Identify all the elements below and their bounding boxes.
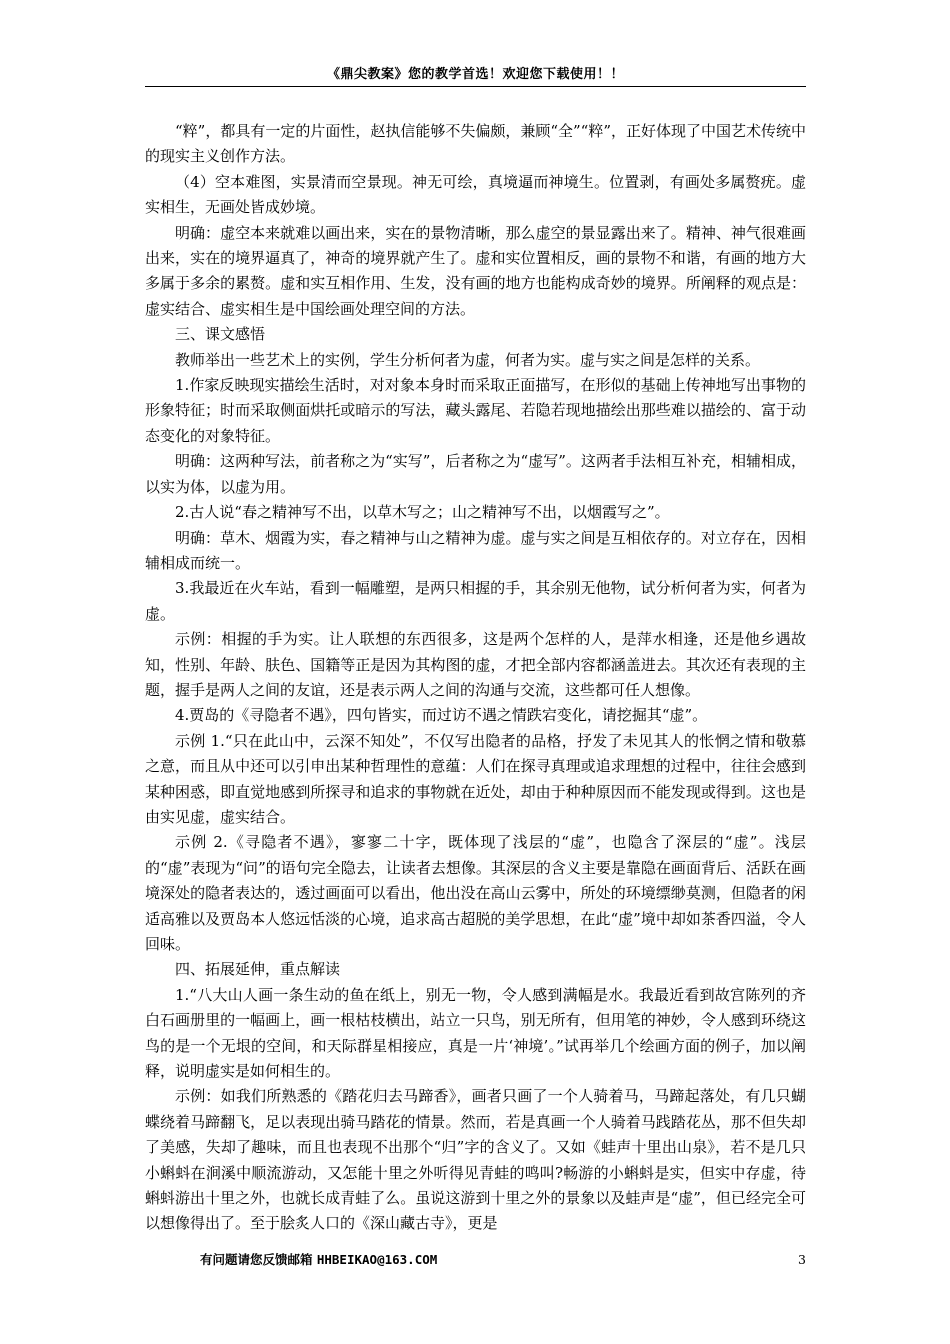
page-header: 《鼎尖教案》您的教学首选！欢迎您下载使用！！ <box>326 67 624 82</box>
paragraph: “粹”，都具有一定的片面性，赵执信能够不失偏颇，兼顾“全”“粹”，正好体现了中国艺术传统中的现实主义创作方法。 <box>145 122 807 166</box>
paragraph: （4）空本难图，实景清而空景现。神无可绘，真境逼而神境生。位置剥，有画处多属赘疣。虚实相生，无画处皆成妙境。 <box>145 172 806 217</box>
feedback-email: HHBEIKAO@163.COM <box>316 1252 438 1267</box>
page-footer <box>145 1250 806 1270</box>
feedback-note <box>200 1250 437 1270</box>
paragraph: 示例 2.《寻隐者不遇》，寥寥二十字，既体现了浅层的“虚”，也隐含了深层的“虚”。浅层的“虚”表现为“问”的语句完全隐去，让读者去想像。其深层的含义主要是靠隐在画面背后、活跃在画境深处的隐者表达的，透过画面可以看出，他出没在高山云雾中，所处的环境缥缈莫测，但隐者的闲适高雅以及贾岛本人悠远恬淡的心境，追求高古超脱的美学思想，在此“虚”境中却如茶香四溢，令人回味。 <box>145 833 806 953</box>
paragraph: 明确：这两种写法，前者称之为“实写”，后者称之为“虚写”。这两者手法相互补充，相辅相成，以实为体，以虚为用。 <box>145 452 806 496</box>
section-heading: 三、课文感悟 <box>175 325 266 344</box>
document-body <box>145 119 806 1237</box>
paragraph: 1.“八大山人画一条生动的鱼在纸上，别无一物，令人感到满幅是水。我最近看到故宫陈列的齐白石画册里的一幅画上，画一根枯枝横出，站立一只鸟，别无所有，但用笔的神妙，令人感到环绕这鸟的是一个无垠的空间，和天际群星相接应，真是一片‘神境’。”试再举几个绘画方面的例子，加以阐释，说明虚实是如何相生的。 <box>145 985 806 1081</box>
feedback-label: 有问题请您反馈邮箱 <box>200 1252 317 1267</box>
paragraph: 1.作家反映现实描绘生活时，对对象本身时而采取正面描写，在形似的基础上传神地写出事物的形象特征；时而采取侧面烘托或暗示的写法，藏头露尾、若隐若现地描绘出那些难以描绘的、富于动态变化的对象特征。 <box>145 376 806 445</box>
paragraph: 示例：如我们所熟悉的《踏花归去马蹄香》，画者只画了一个人骑着马，马蹄起落处，有几只蝴蝶绕着马蹄翻飞，足以表现出骑马踏花的情景。然而，若是真画一个人骑着马践踏花丛，那不但失却了美感，失却了趣味，而且也表现不出那个“归”字的含义了。又如《蛙声十里出山泉》，若不是几只小蝌蚪在涧溪中顺流游动，又怎能十里之外听得见青蛙的鸣叫?畅游的小蝌蚪是实，但实中存虚，待蝌蚪游出十里之外，也就长成青蛙了么。虽说这游到十里之外的景象以及蛙声是“虚”，但已经完全可以想像得出了。至于脍炙人口的《深山藏古寺》，更是 <box>145 1087 806 1233</box>
paragraph: 3.我最近在火车站，看到一幅雕塑，是两只相握的手，其余别无他物，试分析何者为实，何者为虚。 <box>145 579 806 623</box>
paragraph: 2.古人说“春之精神写不出，以草木写之；山之精神写不出，以烟霞写之”。 <box>175 503 670 522</box>
page-number: 3 <box>798 1252 806 1267</box>
paragraph: 示例：相握的手为实。让人联想的东西很多，这是两个怎样的人，是萍水相逢，还是他乡遇故知，性别、年龄、肤色、国籍等正是因为其构图的虚，才把全部内容都涵盖进去。其次还有表现的主题，握手是两人之间的友谊，还是表示两人之间的沟通与交流，这些都可任人想像。 <box>145 630 806 699</box>
paragraph: 明确：草木、烟霞为实，春之精神与山之精神为虚。虚与实之间是互相依存的。对立存在，因相辅相成而统一。 <box>145 528 806 572</box>
paragraph: 示例 1.“只在此山中，云深不知处”，不仅写出隐者的品格，抒发了未见其人的怅惘之情和敬慕之意，而且从中还可以引申出某种哲理性的意蕴：人们在探寻真理或追求理想的过程中，往往会感到某种困惑，即直觉地感到所探寻和追求的事物就在近处，却由于种种原因而不能发现或得到。这也是由实见虚，虚实结合。 <box>145 731 806 826</box>
header-divider <box>145 86 806 87</box>
section-heading: 四、拓展延伸，重点解读 <box>175 960 341 979</box>
paragraph: 明确：虚空本来就难以画出来，实在的景物清晰，那么虚空的景显露出来了。精神、神气很难画出来，实在的境界逼真了，神奇的境界就产生了。虚和实位置相反，画的景物不和谐，有画的地方大多属于多余的累赘。虚和实互相作用、生发，没有画的地方也能构成奇妙的境界。所阐释的观点是：虚实结合、虚实相生是中国绘画处理空间的方法。 <box>145 223 806 318</box>
paragraph: 4.贾岛的《寻隐者不遇》，四句皆实，而过访不遇之情跌宕变化，请挖掘其“虚”。 <box>175 706 708 725</box>
paragraph: 教师举出一些艺术上的实例，学生分析何者为虚，何者为实。虚与实之间是怎样的关系。 <box>175 350 761 369</box>
